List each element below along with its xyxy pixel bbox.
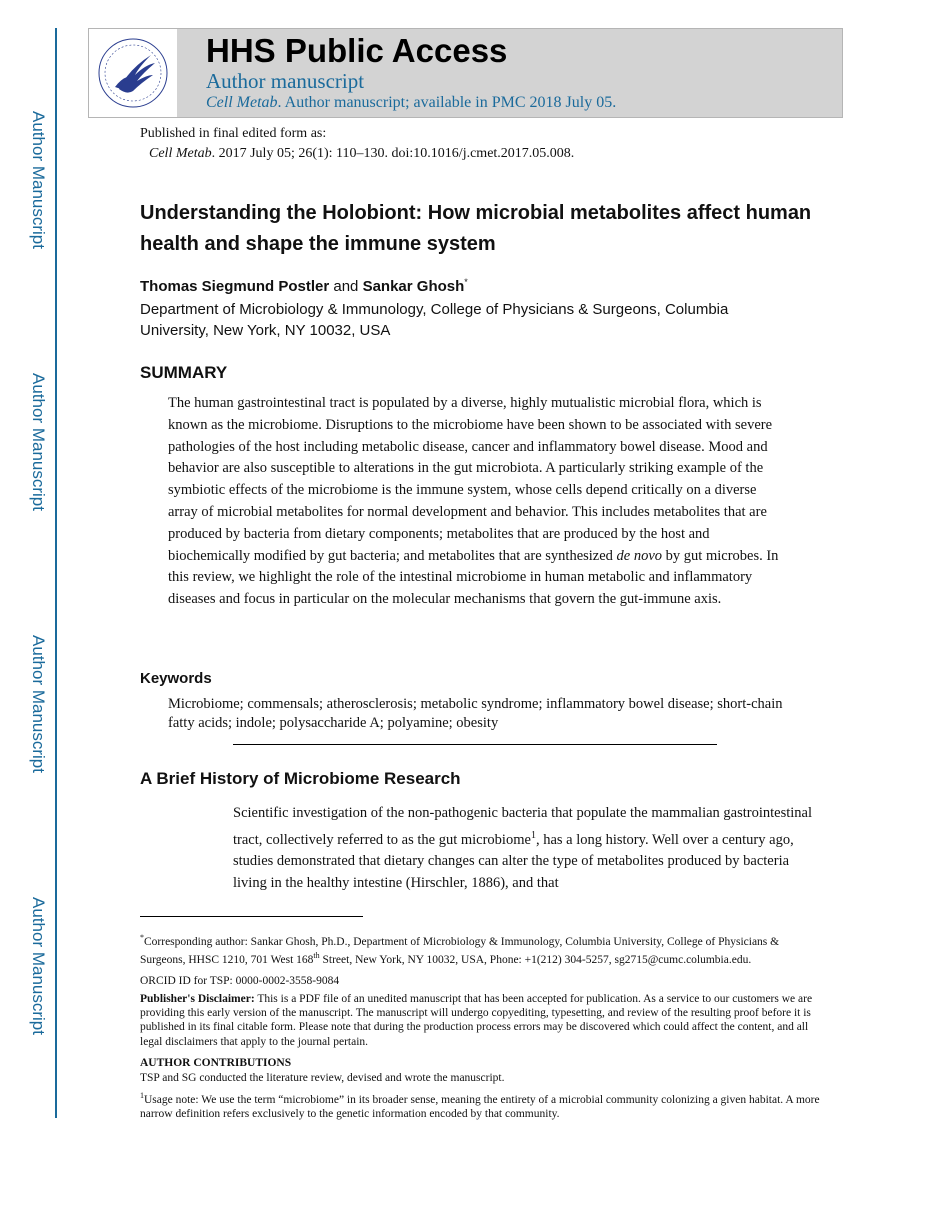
affiliation: Department of Microbiology & Immunology, College of Physicians & Surgeons, Columbia University, New York, NY 10032, USA xyxy=(140,301,729,339)
hhs-eagle-logo-icon xyxy=(89,29,177,117)
history-text: Scientific investigation of the non-pathogenic bacteria that populate the mammalian gastrointestinal tract, collectively referred to as the gut microbiome$^1$, has a long history. Well over a century ago, studies demonstrated that dietary changes can alter the type of metabolites produced by bacteria living in the healthy intestine (Hirschler, 1886), and that xyxy=(233,805,813,892)
summary-text: The human gastrointestinal tract is populated by a diverse, highly mutualistic microbial flora, which is known as the microbiome. Disruptions to the microbiome have been shown to be associated with severe pathologies of the host including metabolic disease, cancer and inflammatory bowel disease. Mood and behavior are also susceptible to alterations in the gut microbiota. A particularly striking example of the symbiotic effects of the microbiome is the immune system, whose cells depend critically on a diverse array of microbial metabolites for normal development and behavior. This includes metabolites that are produced by bacteria from dietary components; metabolites that are produced by the host and biochemically modified by gut bacteria; and metabolites that are synthesized de novo by gut microbes. In this review, we highlight the role of the intestinal microbiome in human metabolic and inflammatory diseases and focus in particular on the molecular mechanisms that govern the gut-immune axis. xyxy=(168,395,779,608)
header-availability: Cell Metab. Author manuscript; available in PMC 2018 July 05. xyxy=(206,94,617,111)
footnote-ref[interactable]: 1 xyxy=(530,829,536,841)
corresponding-mark: * xyxy=(464,277,468,287)
author-name: Thomas Siegmund Postler xyxy=(140,278,330,295)
author-name: Sankar Ghosh xyxy=(362,278,465,295)
corresponding-footnote: *Corresponding author: Sankar Ghosh, Ph.D., Department of Microbiology & Immunology, Columbia University, College of Physicians & Surgeons, HHSC 1210, 701 West 168th Street, New York, NY 10032, USA, Phone: +1(212) 304-5257, sg2715@cumc.columbia.edu. xyxy=(140,933,780,966)
usage-footnote: $^1$Usage note: We use the term “microbiome” in its broader sense, meaning the entirety of a microbial community colonizing a given habitat. A more narrow definition refers exclusively to the genetic information encoded by that community. xyxy=(140,1091,820,1121)
contributions-text: TSP and SG conducted the literature review, devised and wrote the manuscript. xyxy=(140,1072,505,1084)
keywords-heading: Keywords xyxy=(140,670,212,687)
contributions-heading: AUTHOR CONTRIBUTIONS xyxy=(140,1057,292,1069)
header-subtitle: Author manuscript xyxy=(206,69,365,93)
publication-label: Published in final edited form as: xyxy=(140,126,327,141)
disclaimer-footnote: Publisher's Disclaimer: This is a PDF file of an unedited manuscript that has been accepted for publication. As a service to our customers we are providing this early version of the manuscript. The manuscript will undergo copyediting, typesetting, and review of the resulting proof before it is published in its final citable form. Please note that during the production process errors may be discovered which could affect the content, and all legal disclaimers that apply to the journal pertain. xyxy=(140,993,813,1048)
article-title: Understanding the Holobiont: How microbial metabolites affect human health and shape the immune system xyxy=(140,202,812,255)
hhs-logo xyxy=(89,29,177,117)
summary-heading: SUMMARY xyxy=(140,363,228,382)
history-heading: A Brief History of Microbiome Research xyxy=(140,769,461,788)
author-list: Thomas Siegmund Postler and Sankar Ghosh* xyxy=(140,277,468,295)
section-divider xyxy=(233,744,717,745)
orcid-footnote: ORCID ID for TSP: 0000-0002-3558-9084 xyxy=(140,975,340,987)
header-title: HHS Public Access xyxy=(206,32,508,69)
footnote-divider xyxy=(140,916,363,917)
sidebar-rule xyxy=(55,28,57,1118)
publication-info xyxy=(140,124,574,164)
hhs-header xyxy=(88,28,843,118)
keywords-text: Microbiome; commensals; atherosclerosis; metabolic syndrome; inflammatory bowel disease; short-chain fatty acids; indole; polysaccharide A; polyamine; obesity xyxy=(168,696,783,731)
publication-citation: Cell Metab. 2017 July 05; 26(1): 110–130. doi:10.1016/j.cmet.2017.05.008. xyxy=(149,146,575,161)
